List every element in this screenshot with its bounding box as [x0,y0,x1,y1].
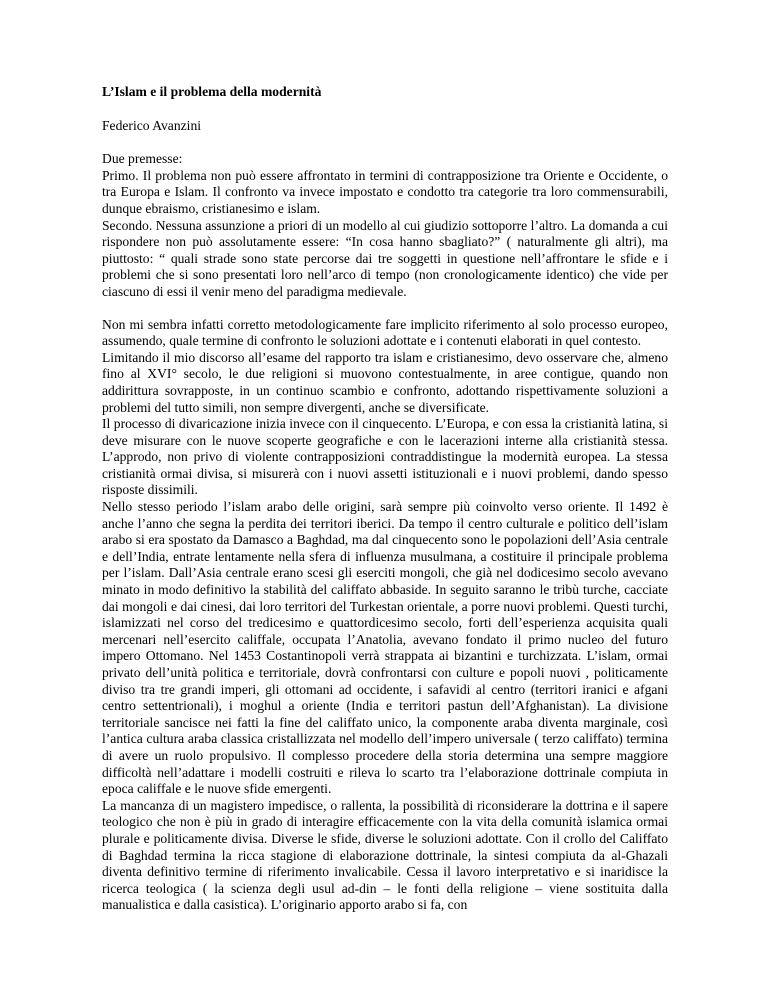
paragraph-islam-arabo: Nello stesso periodo l’islam arabo delle origini, sarà sempre più coinvolto verso oriente. Il 1492 è anche l’anno che segna la perdita dei territori iberici. Da tempo il centro culturale e politico dell’islam arabo si era spostato da Damasco a Baghdad, ma dal cinquecento sono le popolazioni dell’Asia centrale e dell’India, entrate lentamente nella sfera di influenza musulmana, a costituire il principale problema per l’islam. Dall’Asia centrale erano scesi gli eserciti mongoli, che già nel dodicesimo secolo avevano minato in modo definitivo la stabilità del califfato abbaside. In seguito saranno le tribù turche, cacciate dai mongoli e dai cinesi, dai loro territori del Turkestan orientale, a porre nuovi problemi. Questi turchi, islamizzati nel corso del tredicesimo e quattordicesimo secolo, forti dell’esperienza acquisita quali mercenari nell’esercito califfale, occupata l’Anatolia, avevano fondato il primo nucleo del futuro impero Ottomano. Nel 1453 Costantinopoli verrà strappata ai bizantini e turchizzata. L’islam, ormai privato dell’unità politica e territoriale, dovrà confrontarsi con culture e popoli nuovi , politicamente diviso tra tre grandi imperi, gli ottomani ad occidente, i safavidi al centro (territori iranici e afgani centro settentrionali), i moghul a oriente (India e territori pastun dell’Afghanistan). La divisione territoriale sancisce nei fatti la fine del califfato unico, la componente araba diventa marginale, così l’antica cultura araba classica cristallizzata nel modello dell’impero universale ( terzo califfato) termina di avere un ruolo propulsivo. Il complesso procedere della storia determina una sempre maggiore difficoltà nell’adattare i modelli costruiti e rileva lo scarto tra l’elaborazione dottrinale compiuta in epoca califfale e le nuove sfide emergenti. [102,499,668,797]
document-title: L’Islam e il problema della modernità [102,84,322,99]
paragraph-secondo: Secondo. Nessuna assunzione a priori di un modello al cui giudizio sottoporre l’altro. La domanda a cui rispondere non può assolutamente essere: “In cosa hanno sbagliato?” ( naturalmente gli altri), ma piuttosto: “ quali strade sono state percorse dai tre soggetti in questione nell’affrontare le sfide e i problemi che si sono presentati loro nell’arco di tempo (non cronologicamente identico) che vide per ciascuno di essi il venir meno del paradigma medievale. [102,217,668,299]
paragraph-primo: Primo. Il problema non può essere affrontato in termini di contrapposizione tra Oriente e Occidente, o tra Europa e Islam. Il confronto va invece impostato e condotto tra categorie tra loro commensurabili, dunque ebraismo, cristianesimo e islam. [102,167,668,216]
document-body [102,84,668,914]
paragraph-premesse: Due premesse: [102,151,183,167]
paragraph-islam-cristianesimo: Limitando il mio discorso all’esame del rapporto tra islam e cristianesimo, devo osservare che, almeno fino al XVI° secolo, le due religioni si muovono contestualmente, in aree contigue, quando non addirittura sovrapposte, in un continuo scambio e confronto, adottando rispettivamente soluzioni a problemi del tutto simili, non sempre divergenti, anche se diversificate. [102,349,668,415]
paragraph-magistero: La mancanza di un magistero impedisce, o rallenta, la possibilità di riconsiderare la dottrina e il sapere teologico che non è più in grado di interagire efficacemente con la vita della comunità islamica ormai plurale e politicamente divisa. Diverse le sfide, diverse le soluzioni adottate. Con il crollo del Califfato di Baghdad termina la ricca stagione di elaborazione dottrinale, la sintesi compiuta da al-Ghazali diventa definitivo termine di riferimento invalicabile. Cessa il lavoro interpretativo e si inaridisce la ricerca teologica ( la scienza degli usul ad-din – le fonti della religione – viene sostituita dalla manualistica e dalla casistica). L’originario apporto arabo si fa, con [102,797,668,913]
paragraph-divaricazione: Il processo di divaricazione inizia invece con il cinquecento. L’Europa, e con essa la cristianità latina, si deve misurare con le nuove scoperte geografiche e con le lacerazioni interne alla cristianità stessa. L’approdo, non privo di violente contrapposizioni contraddistingue la modernità europea. La stessa cristianità ormai divisa, si misurerà con i nuovi assetti istituzionali e i nuovi problemi, dando spesso risposte dissimili. [102,416,668,498]
paragraph-metodo: Non mi sembra infatti corretto metodologicamente fare implicito riferimento al solo processo europeo, assumendo, quale termine di confronto le soluzioni adottate e i contenuti elaborati in quel contesto. [102,316,668,349]
document-author: Federico Avanzini [102,117,202,133]
